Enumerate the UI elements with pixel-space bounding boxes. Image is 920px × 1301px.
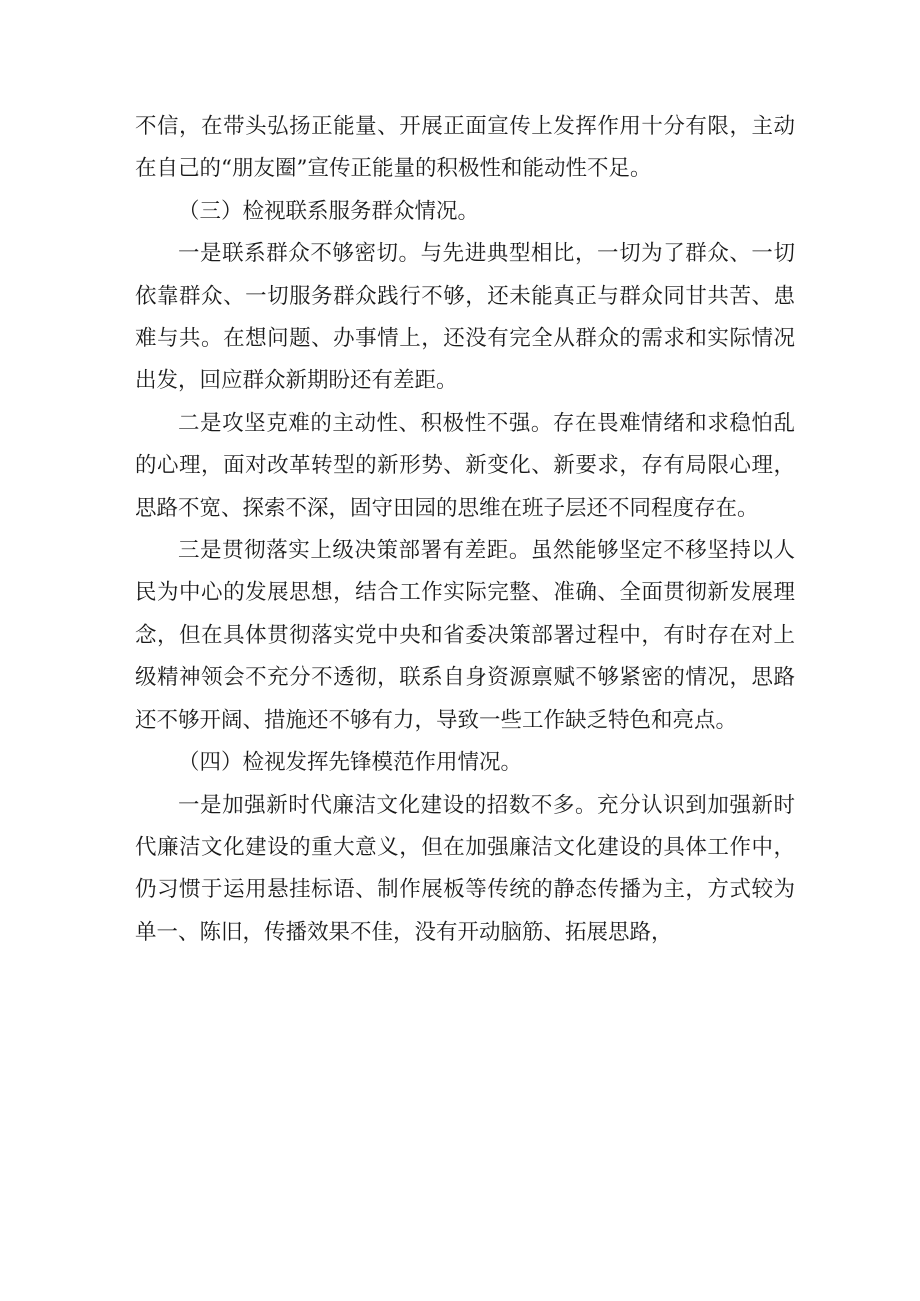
paragraph-item-one-section-four: 一是加强新时代廉洁文化建设的招数不多。充分认识到加强新时代廉洁文化建设的重大意义，但在加强廉洁文化建设的具体工作中，仍习惯于运用悬挂标语、制作展板等传统的静态传播为主，方式较为单一、陈旧，传播效果不佳，没有开动脑筋、拓展思路，	[135, 792, 795, 945]
paragraph-item-one: 一是联系群众不够密切。与先进典型相比，一切为了群众、一切依靠群众、一切服务群众践行不够，还未能真正与群众同甘共苦、患难与共。在想问题、办事情上，还没有完全从群众的需求和实际情况出发，回应群众新期盼还有差距。	[135, 241, 795, 394]
section-heading-three: （三）检视联系服务群众情况。	[178, 198, 480, 224]
paragraph-continuation: 不信，在带头弘扬正能量、开展正面宣传上发挥作用十分有限，主动在自己的“朋友圈”宣传正能量的积极性和能动性不足。	[135, 114, 795, 182]
paragraph-item-three: 三是贯彻落实上级决策部署有差距。虽然能够坚定不移坚持以人民为中心的发展思想，结合工作实际完整、准确、全面贯彻新发展理念，但在具体贯彻落实党中央和省委决策部署过程中，有时存在对上级精神领会不充分不透彻，联系自身资源禀赋不够紧密的情况，思路还不够开阔、措施还不够有力，导致一些工作缺乏特色和亮点。	[135, 538, 795, 733]
section-heading-four: （四）检视发挥先锋模范作用情况。	[178, 750, 523, 776]
document-body	[135, 106, 795, 954]
paragraph-item-two: 二是攻坚克难的主动性、积极性不强。存在畏难情绪和求稳怕乱的心理，面对改革转型的新形势、新变化、新要求，存有局限心理，思路不宽、探索不深，固守田园的思维在班子层还不同程度存在。	[135, 410, 795, 521]
